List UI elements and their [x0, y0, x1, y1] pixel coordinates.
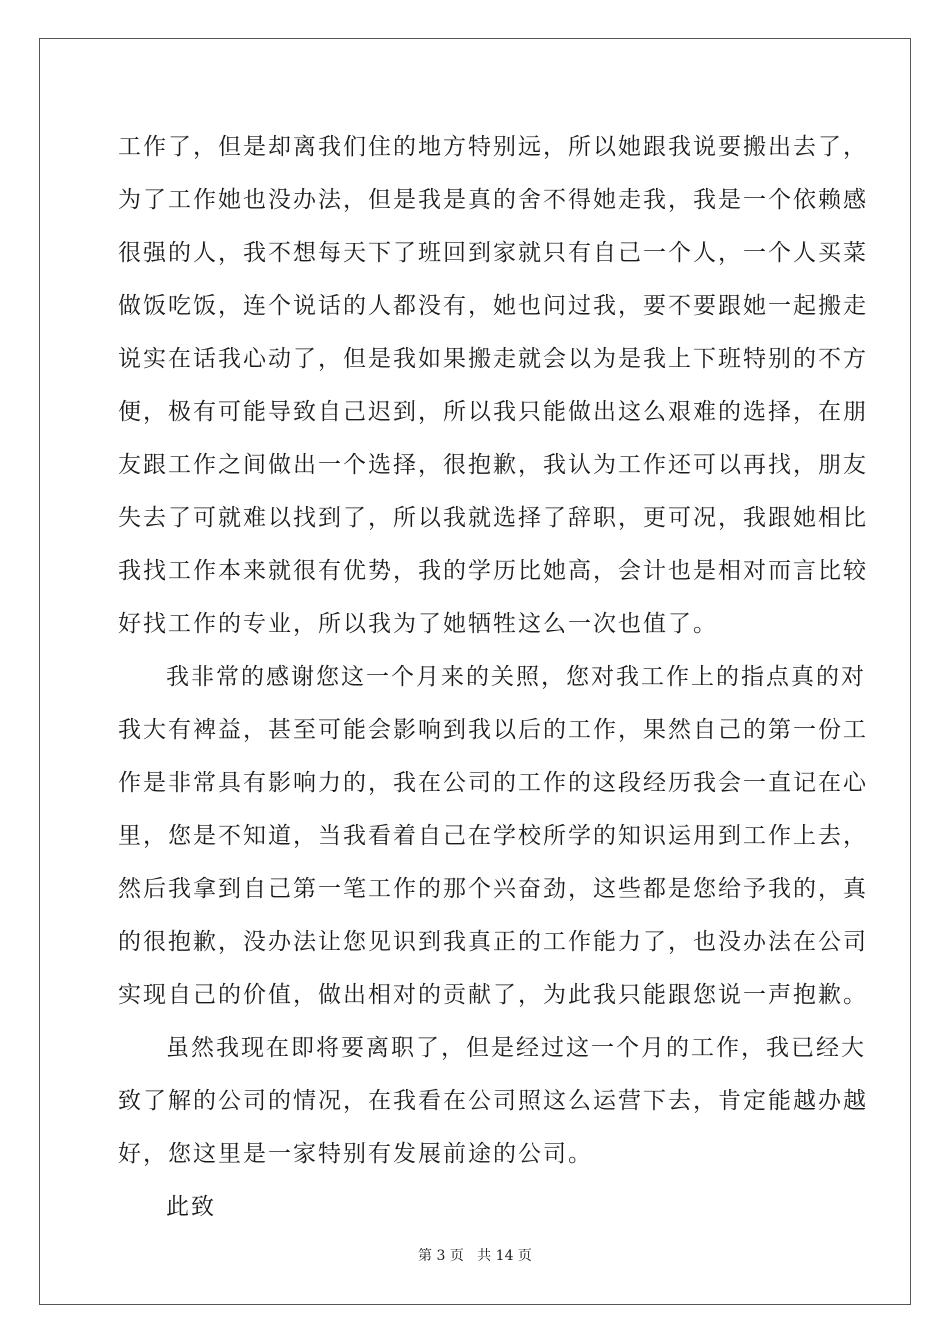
text-line: 里，您是不知道，当我看着自己在学校所学的知识运用到工作上去，	[118, 823, 868, 849]
text-line: 作是非常具有影响力的，我在公司的工作的这段经历我会一直记在心	[118, 770, 868, 796]
text-line: 虽然我现在即将要离职了，但是经过这一个月的工作，我已经大	[166, 1035, 866, 1061]
text-line: 很强的人，我不想每天下了班回到家就只有自己一个人，一个人买菜	[118, 240, 868, 266]
text-line: 致了解的公司的情况，在我看在公司照这么运营下去，肯定能越办越	[118, 1088, 868, 1114]
text-line: 好，您这里是一家特别有发展前途的公司。	[118, 1141, 593, 1167]
text-line: 说实在话我心动了，但是我如果搬走就会以为是我上下班特别的不方	[118, 346, 868, 372]
document-body	[118, 121, 868, 1234]
paragraph	[118, 651, 868, 1022]
closing-line: 此致	[166, 1194, 216, 1220]
text-line: 好找工作的专业，所以我为了她牺牲这么一次也值了。	[118, 611, 718, 637]
text-line: 的很抱歉，没办法让您见识到我真正的工作能力了，也没办法在公司	[118, 929, 868, 955]
text-line: 然后我拿到自己第一笔工作的那个兴奋劲，这些都是您给予我的，真	[118, 876, 868, 902]
text-line: 失去了可就难以找到了，所以我就选择了辞职，更可况，我跟她相比	[118, 505, 868, 531]
text-line: 工作了，但是却离我们住的地方特别远，所以她跟我说要搬出去了，	[118, 134, 868, 160]
text-line: 便，极有可能导致自己迟到，所以我只能做出这么艰难的选择，在朋	[118, 399, 868, 425]
closing	[118, 1181, 834, 1234]
page-footer	[0, 1245, 950, 1265]
paragraph	[118, 121, 868, 651]
text-line: 做饭吃饭，连个说话的人都没有，她也问过我，要不要跟她一起搬走	[118, 293, 868, 319]
text-line: 我找工作本来就很有优势，我的学历比她高，会计也是相对而言比较	[118, 558, 868, 584]
page-total: 共 14 页	[477, 1248, 532, 1264]
text-line: 我非常的感谢您这一个月来的关照，您对我工作上的指点真的对	[166, 664, 866, 690]
text-line: 友跟工作之间做出一个选择，很抱歉，我认为工作还可以再找，朋友	[118, 452, 868, 478]
text-line: 实现自己的价值，做出相对的贡献了，为此我只能跟您说一声抱歉。	[118, 982, 868, 1008]
paragraph	[118, 1022, 868, 1181]
page-number: 第 3 页	[418, 1248, 464, 1264]
text-line: 为了工作她也没办法，但是我是真的舍不得她走我，我是一个依赖感	[118, 187, 868, 213]
text-line: 我大有裨益，甚至可能会影响到我以后的工作，果然自己的第一份工	[118, 717, 868, 743]
